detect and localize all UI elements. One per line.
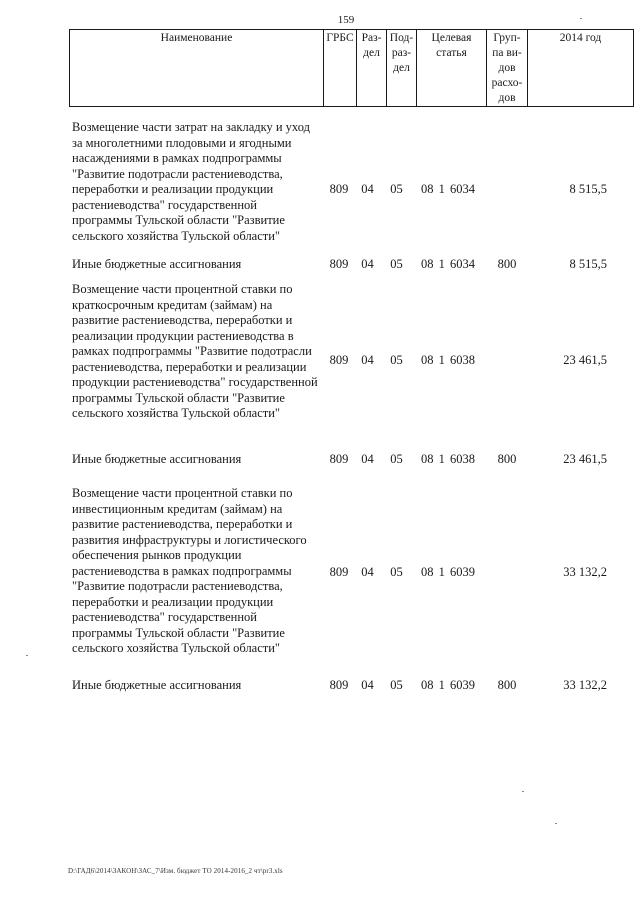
header-grbs: ГРБС xyxy=(324,30,357,107)
table-row xyxy=(0,452,640,470)
row-podrazdel: 05 xyxy=(390,678,403,692)
row-podrazdel: 05 xyxy=(390,565,403,579)
row-name: Иные бюджетные ассигнования xyxy=(72,452,242,466)
row-podrazdel: 05 xyxy=(390,452,403,466)
row-podrazdel: 05 xyxy=(390,257,403,271)
row-sum-2014: 23 461,5 xyxy=(563,353,607,367)
table-row xyxy=(0,678,640,696)
row-celevaya-statya: 08 1 6038 xyxy=(421,353,475,367)
page-number: 159 xyxy=(337,14,355,26)
row-grbs: 809 xyxy=(329,452,349,466)
row-name: Возмещение части процентной ставки по инвестиционным кредитам (займам) на развитие растениеводства, переработки и развития инфраструктуры и логистического обеспечения рынков продукции растениеводства в рамках подпрограммы "Развитие подотрасли растениеводства, переработки и реализации продукции растениеводства" государственной программы Тульской области "Развитие сельского хозяйства Тульской области" xyxy=(72,486,307,655)
row-razdel: 04 xyxy=(361,257,374,271)
row-razdel: 04 xyxy=(361,182,374,196)
header-podrazdel: Под- раз- дел xyxy=(387,30,417,107)
table-row xyxy=(0,282,640,442)
row-podrazdel: 05 xyxy=(390,182,403,196)
scan-speck xyxy=(580,18,582,19)
table-row xyxy=(0,486,640,661)
row-sum-2014: 8 515,5 xyxy=(569,257,607,271)
row-celevaya-statya: 08 1 6039 xyxy=(421,678,475,692)
row-name: Возмещение части затрат на закладку и уход за многолетними плодовыми и ягодными насаждениями в рамках подпрограммы "Развитие подотрасли растениеводства, переработки и реализации продукции растениеводства" государственной программы Тульской области "Развитие сельского хозяйства Тульской области" xyxy=(72,120,310,243)
row-razdel: 04 xyxy=(361,678,374,692)
row-gruppa: 800 xyxy=(497,257,517,271)
scan-speck xyxy=(555,823,557,824)
table-row xyxy=(0,257,640,275)
scan-speck xyxy=(26,655,28,656)
row-sum-2014: 23 461,5 xyxy=(563,452,607,466)
budget-table-header xyxy=(69,29,634,107)
table-row xyxy=(0,120,640,250)
row-sum-2014: 8 515,5 xyxy=(569,182,607,196)
header-year-2014: 2014 год xyxy=(528,30,634,107)
row-celevaya-statya: 08 1 6039 xyxy=(421,565,475,579)
row-name: Иные бюджетные ассигнования xyxy=(72,257,242,271)
scan-speck xyxy=(522,791,524,792)
row-grbs: 809 xyxy=(329,678,349,692)
row-razdel: 04 xyxy=(361,565,374,579)
header-celevaya-statya: Целевая статья xyxy=(417,30,487,107)
row-gruppa: 800 xyxy=(497,452,517,466)
row-sum-2014: 33 132,2 xyxy=(563,678,607,692)
header-row xyxy=(70,30,634,107)
row-razdel: 04 xyxy=(361,353,374,367)
row-razdel: 04 xyxy=(361,452,374,466)
row-grbs: 809 xyxy=(329,565,349,579)
row-celevaya-statya: 08 1 6034 xyxy=(421,182,475,196)
row-grbs: 809 xyxy=(329,257,349,271)
row-sum-2014: 33 132,2 xyxy=(563,565,607,579)
header-name: Наименование xyxy=(70,30,324,107)
header-gruppa-vidov-rashodov: Груп- па ви- дов расхо- дов xyxy=(487,30,528,107)
row-celevaya-statya: 08 1 6038 xyxy=(421,452,475,466)
row-celevaya-statya: 08 1 6034 xyxy=(421,257,475,271)
row-podrazdel: 05 xyxy=(390,353,403,367)
row-name: Иные бюджетные ассигнования xyxy=(72,678,242,692)
footer-file-path: D:\ГАД6\2014\ЗАКОН\ЗАС_7\Изм. бюджет ТО 2014-2016_2 чт\pr3.xls xyxy=(68,867,283,875)
header-razdel: Раз- дел xyxy=(357,30,387,107)
row-gruppa: 800 xyxy=(497,678,517,692)
row-name: Возмещение части процентной ставки по краткосрочным кредитам (займам) на развитие растениеводства, переработки и реализации продукции растениеводства в рамках подпрограммы "Развитие подотрасли растениеводства, переработки и реализации продукции растениеводства" государственной программы Тульской области "Развитие сельского хозяйства Тульской области" xyxy=(72,282,318,420)
row-grbs: 809 xyxy=(329,182,349,196)
row-grbs: 809 xyxy=(329,353,349,367)
